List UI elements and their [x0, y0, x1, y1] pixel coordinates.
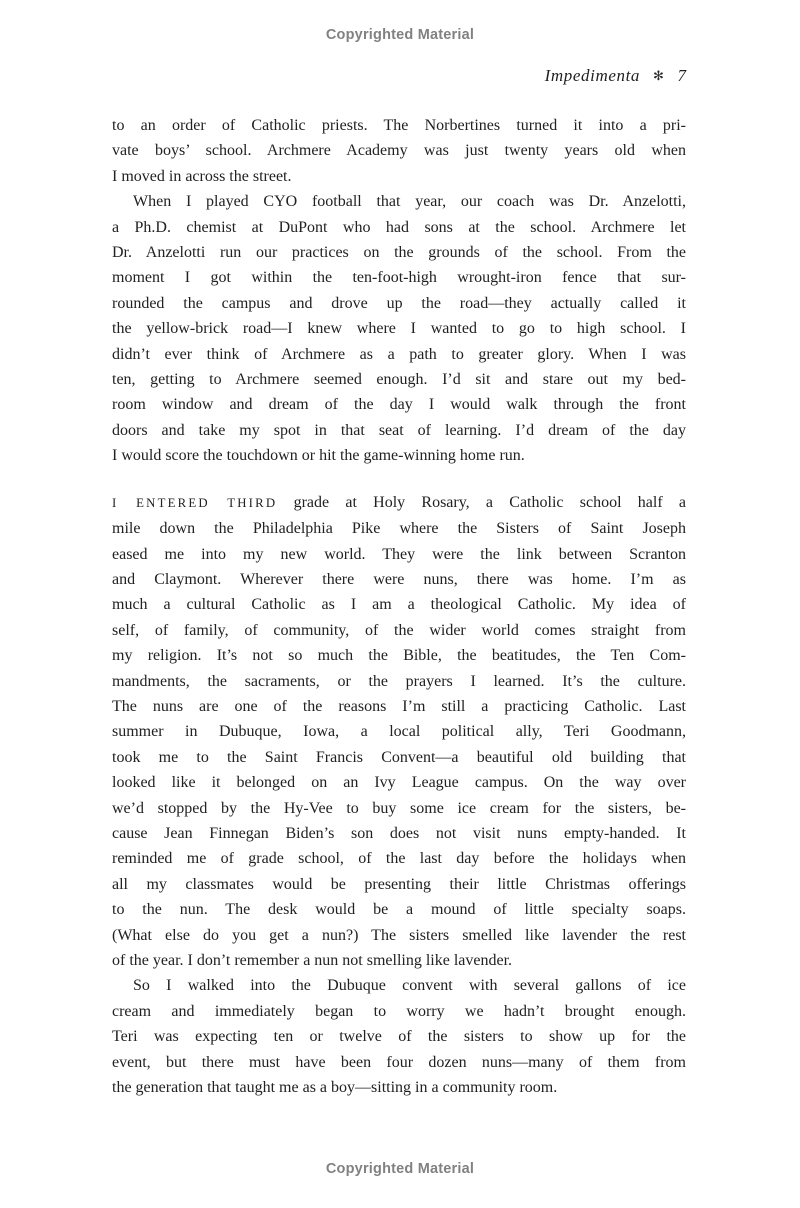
text-line: I ENTERED THIRD grade at Holy Rosary, a Catholic school half a — [112, 493, 686, 511]
text-line: rounded the campus and drove up the road—they actually called it — [112, 294, 686, 312]
text-line: the generation that taught me as a boy—sitting in a community room. — [112, 1079, 558, 1097]
text-line: The nuns are one of the reasons I’m still a practicing Catholic. Last — [112, 697, 686, 715]
text-line: took me to the Saint Francis Convent—a beautiful old building that — [112, 748, 686, 766]
text-line: a Ph.D. chemist at DuPont who had sons at the school. Archmere let — [112, 218, 686, 236]
smallcaps-lead: I ENTERED THIRD — [112, 495, 278, 510]
text-line: eased me into my new world. They were the link between Scranton — [112, 545, 686, 563]
text-line: room window and dream of the day I would walk through the front — [112, 396, 686, 414]
text-line: Dr. Anzelotti run our practices on the grounds of the school. From the — [112, 244, 686, 262]
text-line: Teri was expecting ten or twelve of the sisters to show up for the — [112, 1028, 686, 1046]
text-line: mandments, the sacraments, or the prayers I learned. It’s the culture. — [112, 672, 686, 690]
text-line: and Claymont. Wherever there were nuns, there was home. I’m as — [112, 570, 686, 588]
text-line: I would score the touchdown or hit the game-winning home run. — [112, 447, 525, 465]
copyright-notice-bottom: Copyrighted Material — [325, 1161, 475, 1177]
star-separator-icon: ✻ — [653, 69, 665, 84]
text-line: (What else do you get a nun?) The sisters smelled like lavender the rest — [112, 926, 686, 944]
text-line: vate boys’ school. Archmere Academy was just twenty years old when — [112, 142, 686, 160]
text-line: cream and immediately began to worry we hadn’t brought enough. — [112, 1002, 686, 1020]
text-line: much a cultural Catholic as I am a theological Catholic. My idea of — [112, 596, 686, 614]
text-line: all my classmates would be presenting their little Christmas offerings — [112, 875, 686, 893]
paragraph — [112, 973, 686, 1100]
paragraph — [112, 490, 686, 974]
text-line: event, but there must have been four dozen nuns—many of them from — [112, 1053, 686, 1071]
page-number: 7 — [677, 66, 686, 85]
text-line: self, of family, of community, of the wider world comes straight from — [112, 621, 686, 639]
text-line: I moved in across the street. — [112, 167, 292, 185]
copyright-notice-top: Copyrighted Material — [325, 27, 475, 43]
text-line: looked like it belonged on an Ivy League campus. On the way over — [112, 774, 686, 792]
text-line: summer in Dubuque, Iowa, a local political ally, Teri Goodmann, — [112, 723, 686, 741]
text-line: moment I got within the ten-foot-high wrought-iron fence that sur- — [112, 269, 686, 287]
chapter-title: Impedimenta — [544, 66, 640, 85]
text-line: doors and take my spot in that seat of learning. I’d dream of the day — [112, 421, 686, 439]
text-line: mile down the Philadelphia Pike where the Sisters of Saint Joseph — [112, 520, 686, 538]
text-line: ten, getting to Archmere seemed enough. I’d sit and stare out my bed- — [112, 371, 686, 389]
paragraph — [112, 189, 686, 468]
text-line: to an order of Catholic priests. The Norbertines turned it into a pri- — [112, 117, 686, 134]
text-line: cause Jean Finnegan Biden’s son does not visit nuns empty-handed. It — [112, 824, 686, 842]
text-line: reminded me of grade school, of the last day before the holidays when — [112, 850, 686, 868]
text-line: So I walked into the Dubuque convent with several gallons of ice — [133, 977, 686, 995]
text-line: didn’t ever think of Archmere as a path to greater glory. When I was — [112, 345, 686, 363]
paragraph — [112, 113, 686, 189]
body-text — [112, 113, 686, 1100]
text-line: we’d stopped by the Hy-Vee to buy some ice cream for the sisters, be- — [112, 799, 686, 817]
running-head — [545, 66, 686, 86]
text-line: the yellow-brick road—I knew where I wanted to go to high school. I — [112, 320, 686, 338]
text-line: to the nun. The desk would be a mound of little specialty soaps. — [112, 901, 686, 919]
text-line: my religion. It’s not so much the Bible, the beatitudes, the Ten Com- — [112, 647, 686, 665]
text-line: When I played CYO football that year, our coach was Dr. Anzelotti, — [133, 193, 686, 211]
text-line: of the year. I don’t remember a nun not smelling like lavender. — [112, 952, 513, 969]
